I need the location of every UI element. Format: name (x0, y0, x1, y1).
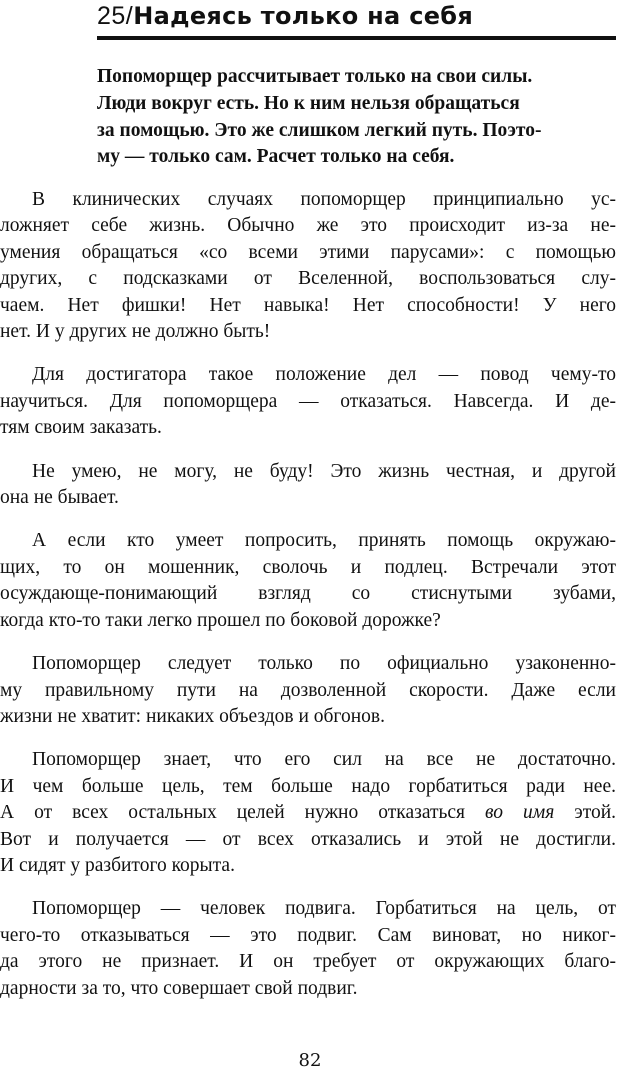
intro-block (97, 64, 542, 171)
text-line: И сидят у разбитого корыта. (0, 854, 235, 876)
text-line: умения обращаться «со всеми этими парусами»: с помощью (0, 241, 616, 263)
page-number: 82 (298, 1050, 322, 1071)
text-line: Не умею, не могу, не буду! Это жизнь честная, и другой (32, 460, 616, 482)
header-rule (97, 36, 616, 40)
chapter-header (97, 2, 615, 38)
text-line: когда кто-то таки легко прошел по боковой дорожке? (0, 609, 441, 631)
text-line: чаем. Нет фишки! Нет навыка! Нет способности! У него (0, 294, 616, 316)
text-line: жизни не хватит: никаких объездов и обгонов. (0, 705, 385, 727)
intro-line: Попоморщер рассчитывает только на свои силы. (97, 66, 533, 87)
chapter-title: Надеясь только на себя (133, 2, 474, 30)
text-line: Попоморщер следует только по официально узаконенно- (32, 653, 616, 675)
text-line: нет. И у других не должно быть! (0, 321, 271, 343)
text-line: научиться. Для попоморщера — отказаться. Навсегда. И де- (0, 390, 616, 412)
chapter-number: 25/ (97, 2, 134, 30)
text-line: да этого не признает. И он требует от окружающих благо- (0, 951, 616, 973)
text-line: А если кто умеет попросить, принять помощь окружаю- (32, 530, 616, 552)
text-line: чего-то отказываться — это подвиг. Сам виноват, но никог- (0, 924, 616, 946)
text-line: других, с подсказками от Вселенной, воспользоваться слу- (0, 268, 616, 290)
text-line: В клинических случаях попоморщер принципиально ус- (32, 189, 616, 210)
text-line: тям своим заказать. (0, 417, 162, 439)
text-line: дарности за то, что совершает свой подвиг. (0, 977, 358, 999)
italic-phrase: во имя (485, 802, 555, 824)
text-line: она не бывает. (0, 487, 119, 509)
paragraph (0, 747, 620, 879)
text-line: ложняет себе жизнь. Обычно же это происходит из-за не- (0, 215, 616, 237)
text-line: Попоморщер знает, что его сил на все не достаточно. (32, 749, 616, 771)
intro-line: за помощью. Это же слишком легкий путь. Поэто- (97, 119, 542, 141)
text-line: Попоморщер — человек подвига. Горбатиться на цель, от (32, 898, 616, 920)
paragraph (0, 459, 620, 512)
paragraph (0, 362, 620, 441)
intro-line: му — только сам. Расчет только на себя. (97, 146, 455, 168)
paragraph (0, 187, 620, 345)
text-line: Для достигатора такое положение дел — повод чему-то (32, 364, 616, 386)
intro-line: Люди вокруг есть. Но к ним нельзя обращаться (97, 92, 520, 114)
text-line-with-italic (0, 800, 616, 826)
text-fragment: А от всех остальных целей нужно отказаться (0, 802, 466, 824)
text-line: щих, то он мошенник, сволочь и подлец. Встречали этот (0, 556, 616, 578)
paragraph (0, 651, 620, 730)
text-line: Вот и получается — от всех отказались и этой не достигли. (0, 828, 616, 850)
text-line: И чем больше цель, тем больше надо горбатиться ради нее. (0, 775, 616, 797)
paragraph (0, 528, 620, 634)
text-line: осуждающе-понимающий взгляд со стиснутыми зубами, (0, 583, 616, 605)
text-line: му правильному пути на дозволенной скорости. Даже если (0, 679, 616, 701)
text-fragment: этой. (574, 802, 617, 824)
paragraph (0, 896, 620, 1002)
body-text (0, 187, 620, 1019)
